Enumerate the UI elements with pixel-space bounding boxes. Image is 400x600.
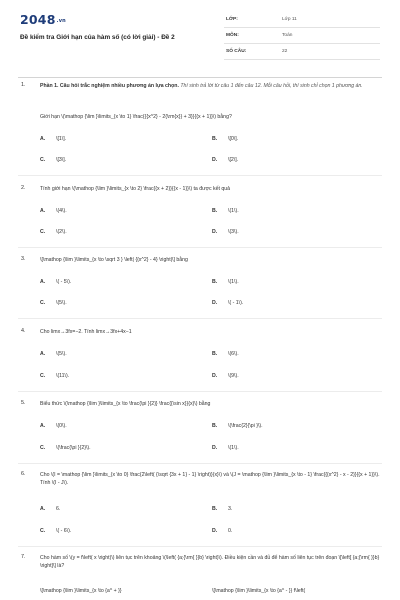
meta-key: LỚP: [226, 17, 238, 22]
option-a[interactable] [40, 351, 67, 357]
site-logo[interactable] [20, 12, 66, 27]
page-title: Đề kiểm tra Giới hạn của hàm số (có lời giải) - Đề 2 [20, 34, 175, 41]
question-separator [18, 546, 382, 547]
option-text: 6. [56, 506, 61, 512]
option-label: D. [212, 528, 218, 534]
option-label: A. [40, 208, 46, 214]
meta-value: 22 [282, 49, 288, 54]
option-c[interactable] [40, 300, 67, 306]
option-label: B. [212, 136, 218, 142]
option-label: A. [40, 351, 46, 357]
meta-key: MÔN: [226, 33, 239, 38]
option-text: \(6\). [228, 351, 239, 357]
option-text: \[\mathop {\lim }\limits_{x \to {a^ - }} f\left( [212, 588, 306, 594]
meta-value: Toán [282, 33, 293, 38]
option-label: B. [212, 279, 218, 285]
option-c[interactable] [40, 373, 69, 379]
option-a[interactable] [40, 279, 71, 285]
option-a[interactable] [40, 136, 66, 142]
meta-key: SỐ CÂU: [226, 49, 247, 54]
question-number: 4. [21, 328, 26, 334]
question-stem: Biểu thức \(\mathop {\lim }\limits_{x \to \frac{\pi }{2}} \frac{{\sin x}}{x}\) bằng [40, 401, 211, 407]
question-number: 6. [21, 471, 26, 477]
option-label: B. [212, 423, 218, 429]
option-text: \(1\). [228, 445, 239, 451]
option-text: \(5\). [56, 300, 67, 306]
question-number: 3. [21, 256, 26, 262]
option-label: D. [212, 373, 218, 379]
option-text: \[3\]. [56, 157, 67, 163]
option-label: C. [40, 373, 46, 379]
option-label: A. [40, 279, 46, 285]
option-text: \( - 5\). [56, 279, 72, 285]
option-c[interactable] [40, 528, 71, 534]
option-b[interactable] [212, 279, 239, 285]
option-b[interactable] [212, 136, 238, 142]
question-separator [18, 247, 382, 248]
meta-row-count [224, 45, 380, 60]
option-d[interactable] [212, 373, 239, 379]
option-d[interactable] [212, 528, 232, 534]
option-text: \(11\). [56, 373, 70, 379]
question-number: 7. [21, 554, 26, 560]
question-number: 2. [21, 185, 26, 191]
option-text: \(1\). [228, 208, 239, 214]
option-label: B. [212, 351, 218, 357]
question-number: 5. [21, 400, 26, 406]
option-text: \(3\). [228, 229, 239, 235]
question-stem: Cho \(I = \mathop {\lim }\limits_{x \to 0} \frac{2\left( {\sqrt {3x + 1} - 1} \right)}{x}\) và \(J = \mathop {\lim }\limits_{x \to - 1} \frac{{{x^2} - x - 2}}{{x + 1}}\). Tính \(I - J\). [40, 472, 380, 486]
option-label: C. [40, 528, 46, 534]
option-label: B. [212, 506, 218, 512]
question-separator [18, 175, 382, 176]
option-text: \( - 1\). [228, 300, 244, 306]
question-separator [18, 391, 382, 392]
header-divider [18, 77, 382, 78]
option-label: A. [40, 506, 46, 512]
option-a[interactable] [40, 423, 67, 429]
option-text: \( - 6\). [56, 528, 72, 534]
option-label: C. [40, 229, 46, 235]
option-d[interactable] [212, 445, 239, 451]
option-text: \(\frac{\pi }{2}\). [56, 445, 91, 451]
option-text: \[2\]. [228, 157, 239, 163]
question-stem: Tính giới hạn \(\mathop {\lim }\limits_{x \to 2} \frac{{x + 2}}{{x - 1}}\) ta được kết quả [40, 186, 231, 192]
option-d[interactable] [212, 229, 239, 235]
option-label: B. [212, 208, 218, 214]
option-a[interactable] [40, 588, 122, 594]
option-label: C. [40, 445, 46, 451]
logo-suffix: .vn [56, 17, 66, 24]
option-label: C. [40, 157, 46, 163]
question-stem: \[\mathop {\lim }\limits_{x \to \sqrt 3 } \left| {{x^2} - 4} \right|\] bằng [40, 257, 188, 263]
option-c[interactable] [40, 157, 66, 163]
document-header [0, 0, 400, 66]
option-label: D. [212, 157, 218, 163]
option-b[interactable] [212, 506, 232, 512]
option-a[interactable] [40, 506, 60, 512]
option-b[interactable] [212, 423, 263, 429]
option-d[interactable] [212, 300, 243, 306]
question-separator [18, 318, 382, 319]
question-stem: Cho limx→3fx=−2. Tính limx→3fx+4x−1 [40, 329, 132, 335]
option-text: \[1\]. [56, 136, 67, 142]
part-title: Phần 1. Câu hỏi trắc nghiệm nhiều phương án lựa chọn. [40, 83, 179, 89]
option-text: \(\frac{2}{\pi }\). [228, 423, 263, 429]
option-b[interactable] [212, 351, 239, 357]
option-label: D. [212, 445, 218, 451]
option-label: D. [212, 300, 218, 306]
option-text: \(4\). [56, 208, 67, 214]
option-text: \[\mathop {\lim }\limits_{x \to {a^ + }} [40, 588, 122, 594]
question-stem: Cho hàm số \(y = f\left( x \right)\) liên tục trên khoảng \(\left( {a;{\rm{ }}b} \right)\). Điều kiện cần và đủ để hàm số liên tục trên đoạn \[\left[ {a;{\rm{ }}b} \right]\] là? [40, 555, 380, 569]
option-label: A. [40, 423, 46, 429]
option-c[interactable] [40, 229, 67, 235]
meta-value: Lớp 11 [282, 17, 297, 22]
option-text: 0. [228, 528, 233, 534]
option-b[interactable] [212, 208, 239, 214]
option-text: \(2\). [56, 229, 67, 235]
option-label: A. [40, 136, 46, 142]
question-part-header [40, 82, 385, 90]
question-number: 1. [21, 82, 26, 88]
option-label: D. [212, 229, 218, 235]
option-label: C. [40, 300, 46, 306]
option-text: 3. [228, 506, 233, 512]
option-c[interactable] [40, 445, 91, 451]
option-text: \(1\). [228, 279, 239, 285]
option-d[interactable] [212, 157, 238, 163]
question-separator [18, 463, 382, 464]
option-text: \(9\). [228, 373, 239, 379]
option-b[interactable] [212, 588, 305, 594]
meta-row-subject [224, 29, 380, 44]
option-text: \(5\). [56, 351, 67, 357]
option-text: \[0\]. [228, 136, 239, 142]
part-instruction: Thí sinh trả lời từ câu 1 đến câu 12. Mỗi câu hỏi, thí sinh chỉ chọn 1 phương án. [180, 83, 363, 89]
question-stem: Giới hạn \(\mathop {\lim }\limits_{x \to 1} \frac{{{x^2} - 2{\rm{x}} + 3}}{{x + 1}}\) bằng? [40, 114, 232, 120]
option-text: \(0\). [56, 423, 67, 429]
option-a[interactable] [40, 208, 67, 214]
meta-row-class [224, 13, 380, 28]
logo-name: 2048 [20, 12, 56, 27]
